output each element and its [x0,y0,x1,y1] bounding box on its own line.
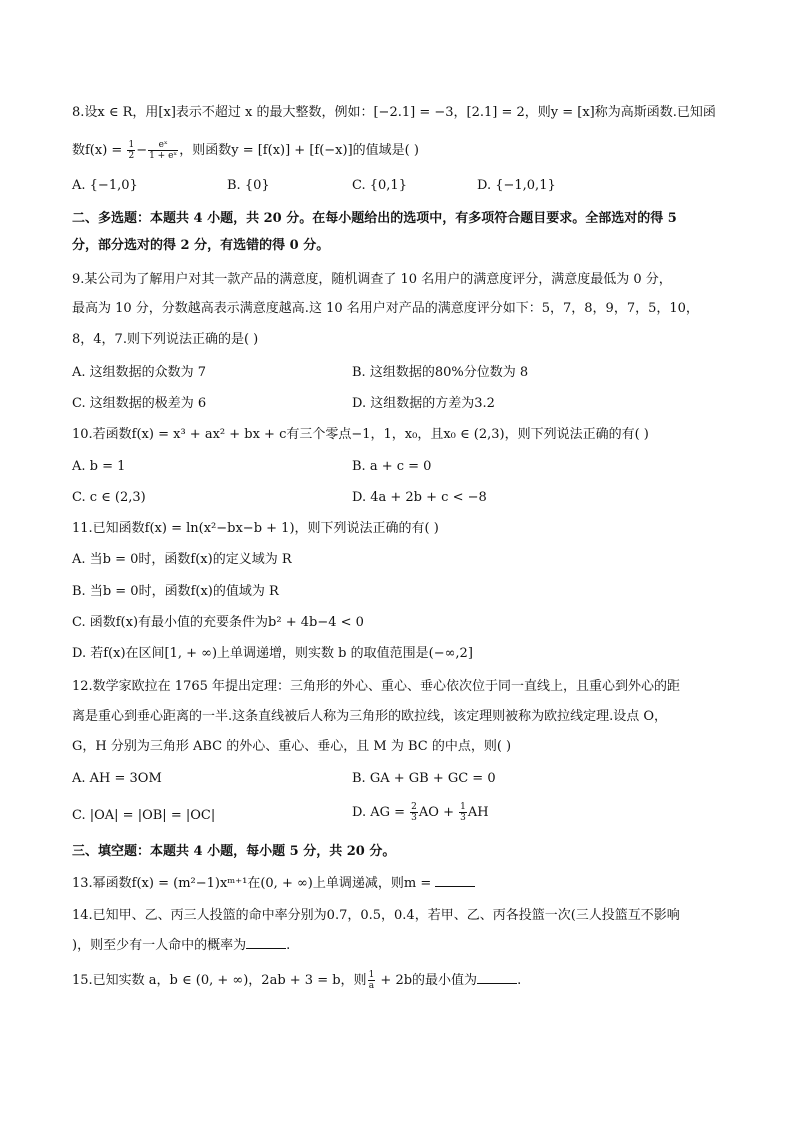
q8-fraction-half [127,140,135,161]
q8-stem-line1: 8.设x ∈ R，用[x]表示不超过 x 的最大整数，例如：[−2.1] = −3，[2.1] = 2，则y = [x]称为高斯函数.已知函 [72,105,716,120]
q10-option-b: B. a + c = 0 [352,459,432,474]
q9-option-b: B. 这组数据的80%分位数为 8 [352,365,529,380]
q12-f2-num: 1 [460,802,466,812]
q14-period: . [286,938,291,953]
q12-stem-line1: 12.数学家欧拉在 1765 年提出定理：三角形的外心、重心、垂心依次位于同一直线上，且重心到外心的距 [72,679,681,694]
q12-option-c: C. |OA| = |OB| = |OC| [72,808,216,823]
q9-option-a: A. 这组数据的众数为 7 [72,365,207,380]
q8-stem-line2-a: 数f(x) = [72,143,127,158]
q14-stem-line1: 14.已知甲、乙、丙三人投篮的命中率分别为0.7，0.5，0.4，若甲、乙、丙各投篮一次(三人投篮互不影响 [72,908,680,923]
q14-stem-text: )，则至少有一人命中的概率为 [72,938,247,953]
q12-f1-num: 2 [411,802,417,812]
q11-option-c: C. 函数f(x)有最小值的充要条件为b² + 4b−4 < 0 [72,615,364,630]
q8-option-a: A. {−1,0} [72,178,138,193]
q11-option-a: A. 当b = 0时，函数f(x)的定义域为 R [72,552,292,567]
q12-option-d-c: AH [467,805,489,820]
q8-minus: − [136,143,148,158]
q8-fraction-exp [148,140,178,161]
q14-stem-line2 [72,936,722,956]
q10-option-d: D. 4a + 2b + c < −8 [352,490,487,505]
q12-f2-den: 3 [460,813,466,823]
q8-stem-line2-b: ，则函数y = [f(x)] + [f(−x)]的值域是( ) [179,143,419,158]
q15-frac-num: 1 [368,970,375,980]
q10-stem-line1: 10.若函数f(x) = x³ + ax² + bx + c有三个零点−1，1，x₀，且x₀ ∈ (2,3)，则下列说法正确的有( ) [72,427,649,442]
q11-option-b: B. 当b = 0时，函数f(x)的值域为 R [72,584,279,599]
q8-frac1-num: 1 [128,140,135,150]
q15-stem-b: + 2b的最小值为 [376,973,478,988]
q12-option-d [352,802,489,823]
q15-frac-den: a [368,981,375,991]
section2-heading-line2: 分，部分选对的得 2 分，有选错的得 0 分。 [72,238,330,253]
q8-frac1-den: 2 [128,151,135,161]
q8-frac2-num: eˣ [148,140,178,151]
q9-option-d: D. 这组数据的方差为3.2 [352,396,495,411]
q8-option-b: B. {0} [227,178,270,193]
section2-heading-line1: 二、多选题：本题共 4 小题，共 20 分。在每小题给出的选项中，有多项符合题目要求。全部选对的得 5 [72,211,677,226]
q8-option-c: C. {0,1} [352,178,407,193]
q9-option-c: C. 这组数据的极差为 6 [72,396,207,411]
q12-option-b: B. GA + GB + GC = 0 [352,771,496,786]
q12-frac-one-third [459,802,467,823]
section3-heading: 三、填空题：本题共 4 小题，每小题 5 分，共 20 分。 [72,844,396,859]
q8-frac2-den: 1 + eˣ [149,151,178,161]
q13-stem-text: 13.幂函数f(x) = (m²−1)xᵐ⁺¹在(0, + ∞)上单调递减，则m = [72,876,436,891]
q12-option-d-b: AO + [418,805,459,820]
q13-stem-line1 [72,874,722,894]
q10-option-a: A. b = 1 [72,459,126,474]
q12-f1-den: 3 [411,813,417,823]
q15-stem-line1 [72,970,722,991]
q15-answer-blank[interactable] [477,971,517,984]
q10-option-c: C. c ∈ (2,3) [72,490,146,505]
q15-period: . [517,973,522,988]
q12-stem-line3: G，H 分别为三角形 ABC 的外心、重心、垂心，且 M 为 BC 的中点，则( ) [72,739,512,754]
q12-option-a: A. AH = 3OM [72,771,162,786]
q12-option-d-a: D. AG = [352,805,410,820]
q9-stem-line3: 8，4，7.则下列说法正确的是( ) [72,332,259,347]
q8-stem-line2 [72,140,722,161]
q13-answer-blank[interactable] [435,874,475,887]
q11-stem-line1: 11.已知函数f(x) = ln(x²−bx−b + 1)，则下列说法正确的有( ) [72,521,439,536]
q12-frac-two-thirds [410,802,418,823]
q12-stem-line2: 离是重心到垂心距离的一半.这条直线被后人称为三角形的欧拉线，该定理则被称为欧拉线定理.设点 O， [72,709,668,724]
q11-option-d: D. 若f(x)在区间[1, + ∞)上单调递增，则实数 b 的取值范围是(−∞,2] [72,646,473,661]
q15-stem-a: 15.已知实数 a，b ∈ (0, + ∞)，2ab + 3 = b，则 [72,973,367,988]
q15-frac-one-over-a [368,970,376,991]
q14-answer-blank[interactable] [246,936,286,949]
q9-stem-line1: 9.某公司为了解用户对其一款产品的满意度，随机调查了 10 名用户的满意度评分，满意度最低为 0 分， [72,272,672,287]
q8-option-d: D. {−1,0,1} [477,178,556,193]
q9-stem-line2: 最高为 10 分，分数越高表示满意度越高.这 10 名用户对产品的满意度评分如下：5，7，8，9，7，5，10， [72,301,699,316]
